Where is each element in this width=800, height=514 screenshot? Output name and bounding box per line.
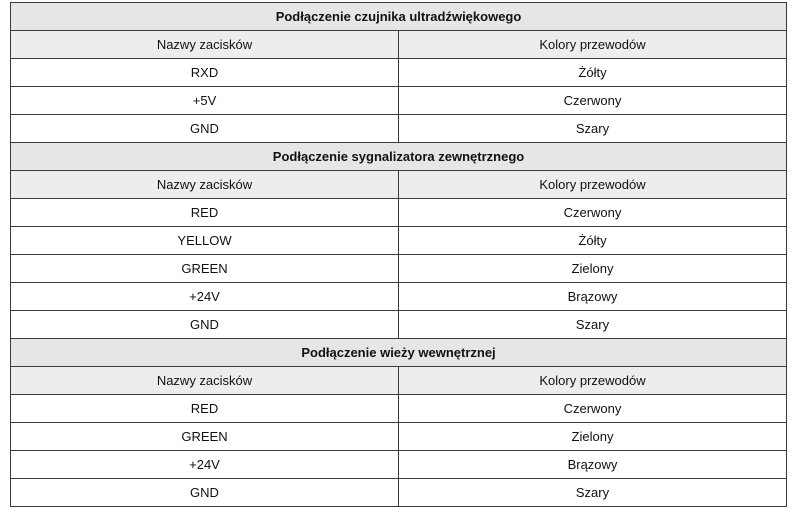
table-row	[11, 115, 787, 143]
column-header-row	[11, 367, 787, 395]
wire-color-cell: Żółty	[399, 227, 787, 255]
terminal-name-cell: RED	[11, 199, 399, 227]
wire-color-cell: Czerwony	[399, 87, 787, 115]
terminal-name-cell: +24V	[11, 283, 399, 311]
terminal-name-cell: RED	[11, 395, 399, 423]
column-header-wire-colors: Kolory przewodów	[399, 171, 787, 199]
column-header-wire-colors: Kolory przewodów	[399, 31, 787, 59]
terminal-name-cell: GND	[11, 479, 399, 507]
table-row	[11, 199, 787, 227]
wire-color-cell: Szary	[399, 115, 787, 143]
terminal-name-cell: YELLOW	[11, 227, 399, 255]
table-row	[11, 227, 787, 255]
terminal-name-cell: GND	[11, 115, 399, 143]
table-row	[11, 423, 787, 451]
section-title: Podłączenie wieży wewnętrznej	[11, 339, 787, 367]
wire-color-cell: Brązowy	[399, 283, 787, 311]
column-header-terminal-names: Nazwy zacisków	[11, 171, 399, 199]
wire-color-cell: Czerwony	[399, 395, 787, 423]
terminal-name-cell: GREEN	[11, 423, 399, 451]
table-row	[11, 87, 787, 115]
column-header-terminal-names: Nazwy zacisków	[11, 367, 399, 395]
wire-color-cell: Brązowy	[399, 451, 787, 479]
terminal-name-cell: +24V	[11, 451, 399, 479]
column-header-wire-colors: Kolory przewodów	[399, 367, 787, 395]
section-title: Podłączenie sygnalizatora zewnętrznego	[11, 143, 787, 171]
wire-color-cell: Żółty	[399, 59, 787, 87]
terminal-name-cell: +5V	[11, 87, 399, 115]
column-header-row	[11, 171, 787, 199]
section-title-row	[11, 143, 787, 171]
table-row	[11, 283, 787, 311]
wire-color-cell: Szary	[399, 311, 787, 339]
wire-color-cell: Zielony	[399, 255, 787, 283]
column-header-row	[11, 31, 787, 59]
wire-color-cell: Zielony	[399, 423, 787, 451]
section-title-row	[11, 3, 787, 31]
wire-color-cell: Czerwony	[399, 199, 787, 227]
table-row	[11, 479, 787, 507]
wiring-document	[10, 2, 787, 507]
table-row	[11, 451, 787, 479]
table-row	[11, 255, 787, 283]
table-row	[11, 311, 787, 339]
terminal-name-cell: GREEN	[11, 255, 399, 283]
column-header-terminal-names: Nazwy zacisków	[11, 31, 399, 59]
table-row	[11, 59, 787, 87]
terminal-name-cell: RXD	[11, 59, 399, 87]
section-title: Podłączenie czujnika ultradźwiękowego	[11, 3, 787, 31]
wiring-table	[10, 2, 787, 507]
wire-color-cell: Szary	[399, 479, 787, 507]
section-title-row	[11, 339, 787, 367]
terminal-name-cell: GND	[11, 311, 399, 339]
table-row	[11, 395, 787, 423]
